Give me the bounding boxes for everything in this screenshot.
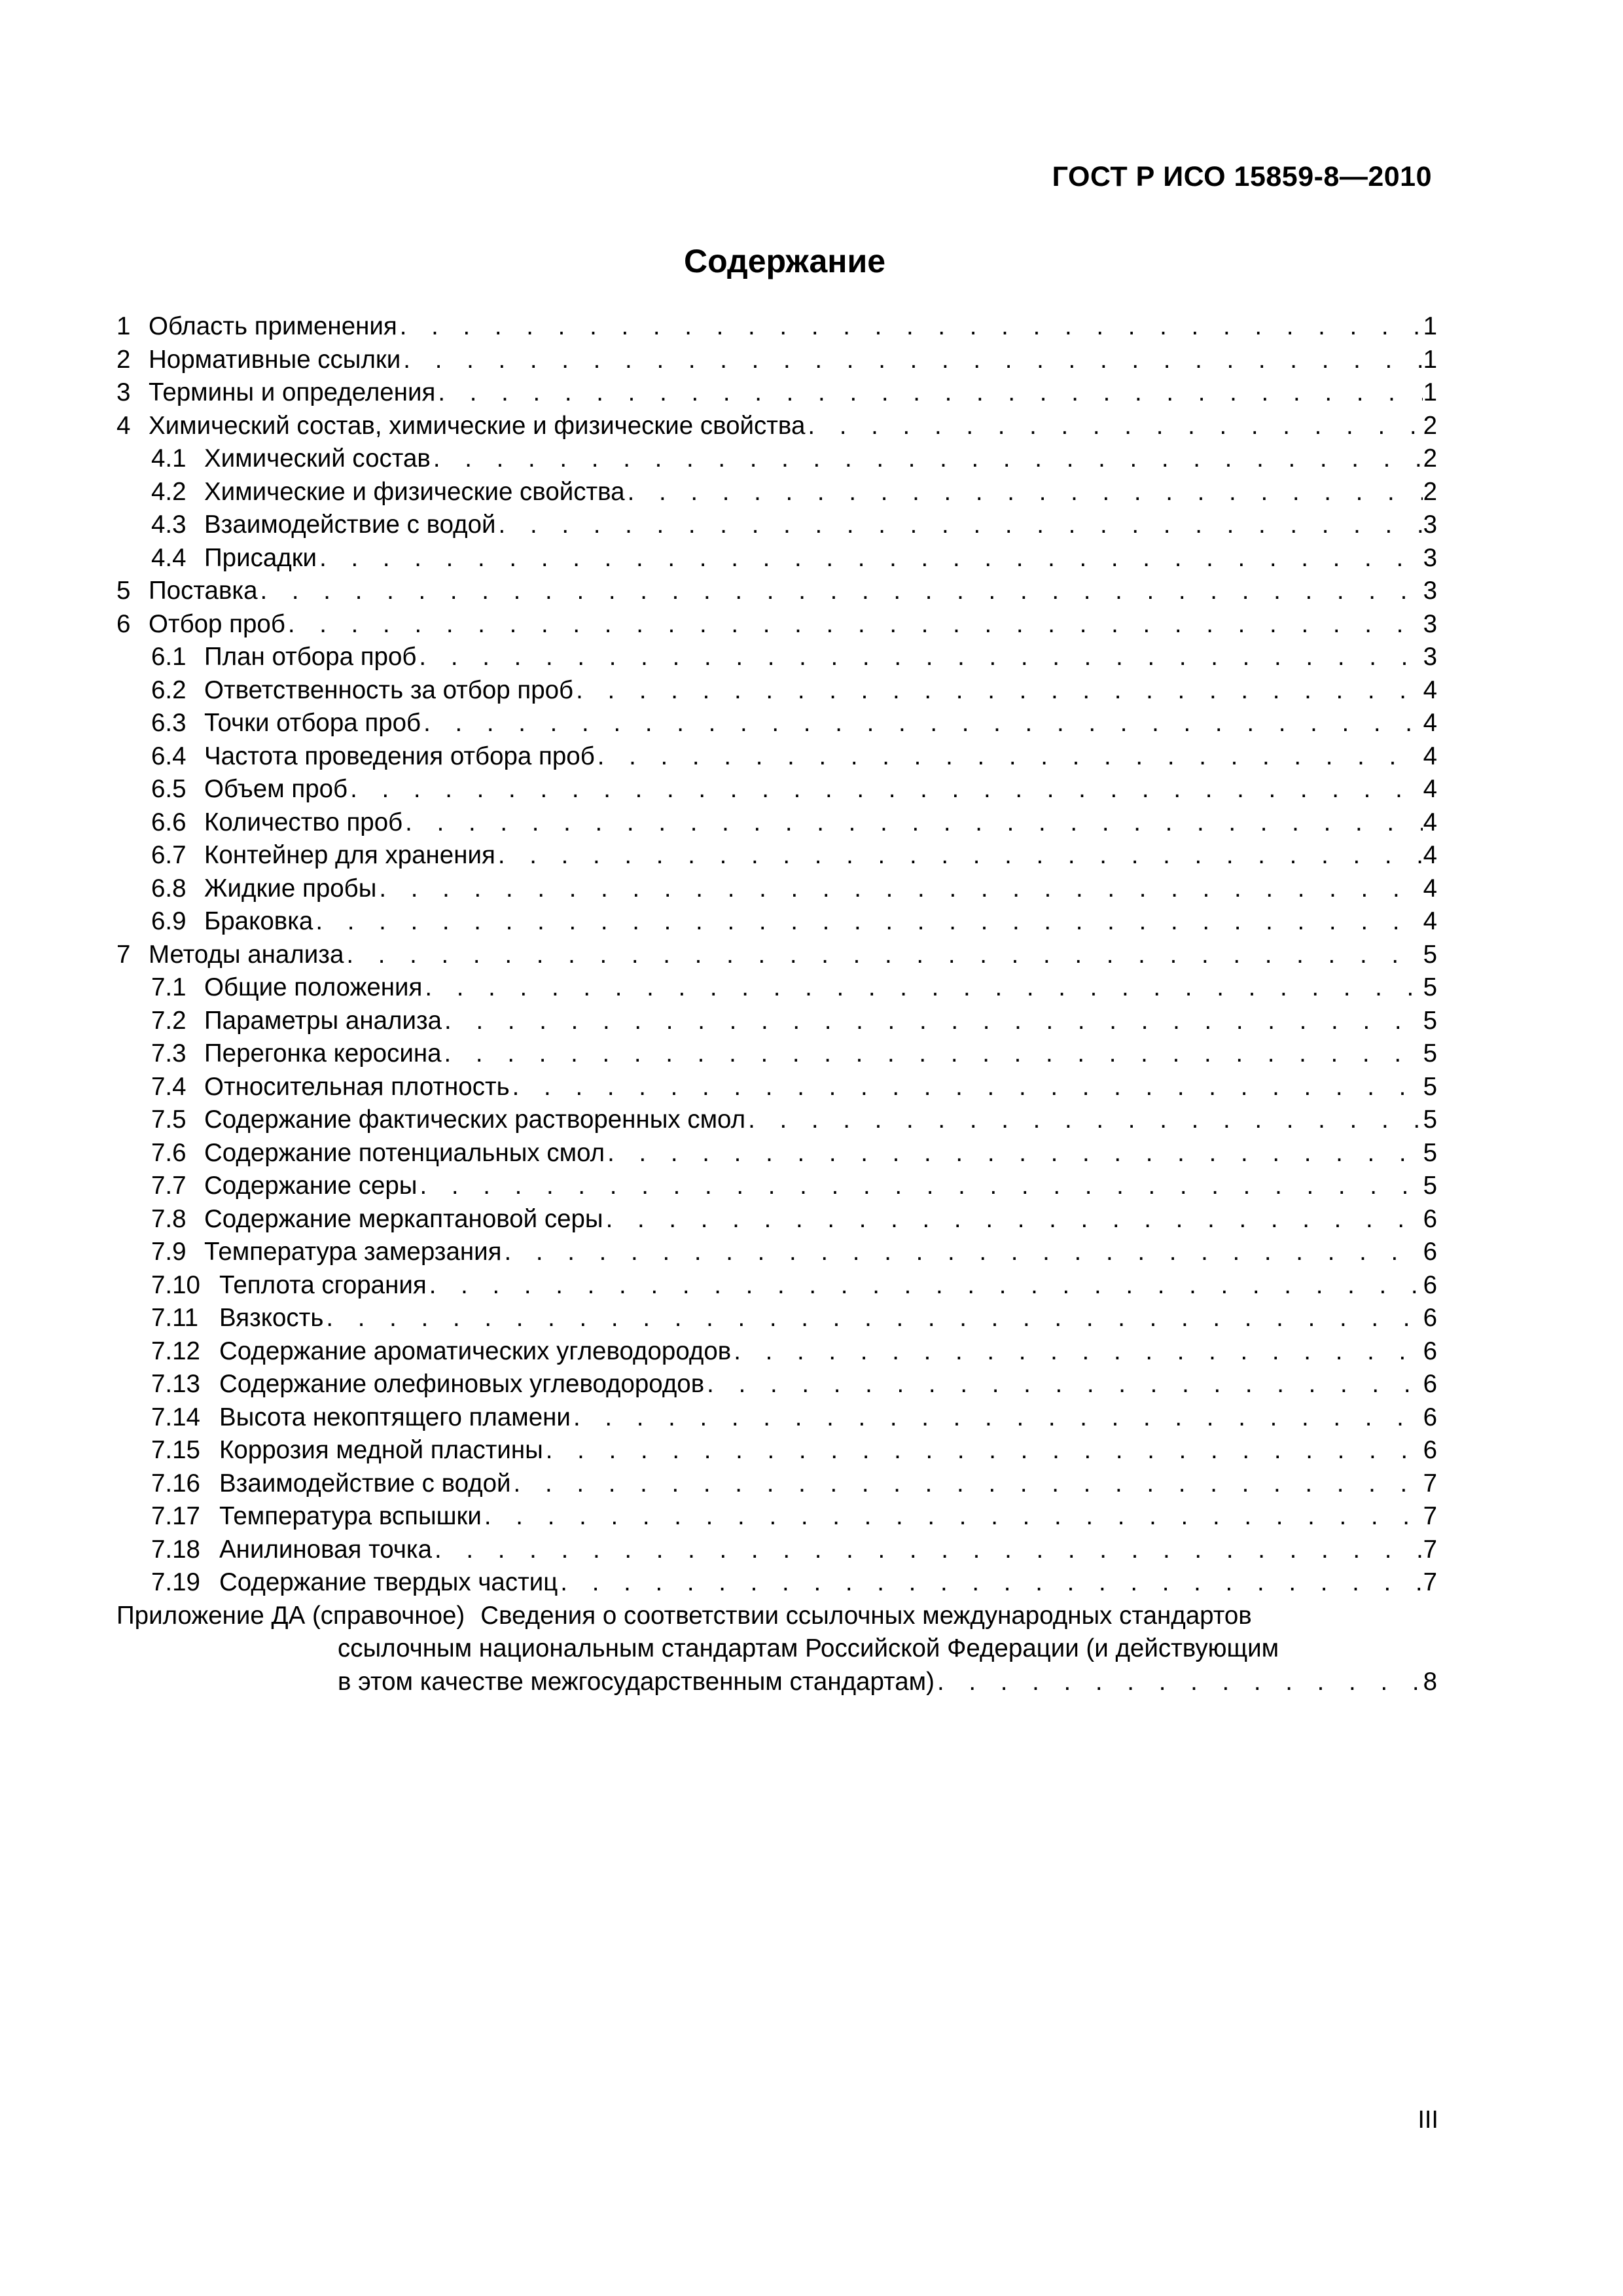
- toc-entry[interactable]: [116, 1534, 1437, 1567]
- toc-entry-page-number: 7: [1423, 1535, 1437, 1564]
- toc-entry-page-number: 5: [1423, 1105, 1437, 1134]
- toc-entry[interactable]: [116, 674, 1437, 708]
- toc-entry[interactable]: [116, 575, 1437, 608]
- toc-entry[interactable]: [116, 1071, 1437, 1104]
- toc-entry-page-number: 5: [1423, 1172, 1437, 1200]
- toc-leader-dots: [805, 410, 1423, 443]
- toc-entry[interactable]: [116, 608, 1437, 641]
- toc-entry-number: 4.3: [151, 511, 187, 539]
- toc-entry-label: Высота некоптящего пламени: [219, 1403, 571, 1431]
- toc-entry-number: 7.8: [151, 1204, 187, 1233]
- toc-entry[interactable]: [116, 806, 1437, 840]
- toc-leader-dots: [571, 1401, 1423, 1435]
- toc-entry-label: Взаимодействие с водой: [204, 511, 496, 539]
- toc-entry-label: Жидкие пробы: [204, 874, 377, 903]
- toc-entry-page-number: 5: [1423, 1072, 1437, 1101]
- toc-entry-number: 7.9: [151, 1238, 187, 1266]
- toc-entry-page-number: 6: [1423, 1304, 1437, 1332]
- toc-entry-number: 1: [116, 312, 131, 340]
- toc-leader-dots: [625, 476, 1423, 509]
- toc-entry-number: 7.2: [151, 1006, 187, 1035]
- toc-leader-dots: [432, 1534, 1423, 1567]
- toc-entry-number: 7.11: [151, 1304, 199, 1332]
- toc-entry[interactable]: [116, 476, 1437, 509]
- toc-entry-label: Взаимодействие с водой: [219, 1469, 511, 1498]
- toc-entry-page-number: 3: [1423, 609, 1437, 638]
- toc-leader-dots: [558, 1566, 1423, 1600]
- toc-entry-label: Содержание твердых частиц: [219, 1568, 558, 1596]
- toc-leader-dots: [397, 310, 1423, 344]
- toc-entry[interactable]: [116, 1401, 1437, 1435]
- toc-entry-number: 4.4: [151, 543, 187, 572]
- toc-entry-label: Температура замерзания: [204, 1238, 502, 1266]
- toc-leader-dots: [495, 839, 1423, 872]
- toc-entry[interactable]: [116, 1467, 1437, 1501]
- toc-entry[interactable]: [116, 1500, 1437, 1534]
- toc-entry-label: Объем проб: [204, 775, 348, 803]
- toc-leader-dots: [442, 1005, 1423, 1038]
- toc-entry-page-number: 4: [1423, 841, 1437, 869]
- toc-entry[interactable]: [116, 773, 1437, 806]
- toc-leader-dots: [731, 1335, 1423, 1369]
- toc-entry-number: 6.3: [151, 709, 187, 737]
- toc-entry-number: 6.9: [151, 907, 187, 935]
- toc-leader-dots: [422, 971, 1423, 1005]
- toc-entry-page-number: 4: [1423, 907, 1437, 935]
- toc-entry-page-number: 4: [1423, 775, 1437, 803]
- toc-entry[interactable]: [116, 839, 1437, 872]
- appendix-page-number: 8: [1423, 1667, 1437, 1696]
- toc-entry-number: 7.16: [151, 1469, 200, 1498]
- toc-entry[interactable]: [116, 1203, 1437, 1236]
- toc-leader-dots: [605, 1137, 1423, 1170]
- toc-entry-label: Частота проведения отбора проб: [204, 742, 595, 770]
- toc-entry[interactable]: [116, 1335, 1437, 1369]
- toc-entry-number: 5: [116, 577, 131, 605]
- toc-entry-number: 6.1: [151, 643, 187, 671]
- toc-title: Содержание: [683, 243, 886, 279]
- toc-entry[interactable]: [116, 1137, 1437, 1170]
- toc-entry-number: 4.1: [151, 444, 187, 473]
- toc-leader-dots: [376, 872, 1423, 906]
- toc-entry-page-number: 6: [1423, 1336, 1437, 1365]
- toc-entry-page-number: 1: [1423, 312, 1437, 340]
- toc-entry-page-number: 3: [1423, 543, 1437, 572]
- toc-entry-number: 7.4: [151, 1072, 187, 1101]
- toc-entry-label: Поставка: [149, 577, 258, 605]
- toc-entry-number: 4: [116, 411, 131, 440]
- toc-entry[interactable]: [116, 344, 1437, 377]
- toc-leader-dots: [417, 1170, 1423, 1203]
- toc-entry-number: 7.12: [151, 1336, 200, 1365]
- toc-entry[interactable]: [116, 872, 1437, 906]
- toc-leader-dots: [496, 509, 1423, 542]
- appendix-title-line-2: ссылочным национальным стандартам Российской Федерации (и действующим: [338, 1634, 1279, 1662]
- toc-entry-label: Ответственность за отбор проб: [204, 675, 574, 704]
- toc-entry-number: 3: [116, 378, 131, 406]
- toc-entry[interactable]: [116, 1269, 1437, 1302]
- toc-entry-page-number: 3: [1423, 643, 1437, 671]
- toc-leader-dots: [482, 1500, 1423, 1534]
- toc-entry-page-number: 7: [1423, 1568, 1437, 1596]
- toc-entry-number: 7.19: [151, 1568, 200, 1596]
- toc-leader-dots: [421, 707, 1423, 740]
- toc-entry-label: Содержание фактических растворенных смол: [204, 1105, 746, 1134]
- toc-entry-label: Теплота сгорания: [219, 1270, 427, 1299]
- toc-entry-label: Присадки: [204, 543, 317, 572]
- toc-entry-number: 7.15: [151, 1436, 200, 1464]
- appendix-line-2: [116, 1632, 1437, 1666]
- toc-leader-dots: [416, 641, 1423, 674]
- toc-entry[interactable]: [116, 542, 1437, 575]
- toc-entry-number: 7: [116, 940, 131, 969]
- toc-entry[interactable]: [116, 905, 1437, 939]
- toc-leader-dots: [401, 344, 1423, 377]
- toc-entry-number: 4.2: [151, 477, 187, 506]
- toc-leader-dots: [427, 1269, 1423, 1302]
- toc-leader-dots: [603, 1203, 1423, 1236]
- toc-entry-number: 2: [116, 345, 131, 374]
- toc-entry-page-number: 3: [1423, 511, 1437, 539]
- toc-entry[interactable]: [116, 442, 1437, 476]
- toc-entry-label: Содержание серы: [204, 1172, 418, 1200]
- toc-entry-page-number: 2: [1423, 444, 1437, 473]
- toc-entry-number: 7.5: [151, 1105, 187, 1134]
- toc-entry-label: Содержание потенциальных смол: [204, 1138, 605, 1167]
- toc-entry-number: 7.18: [151, 1535, 200, 1564]
- toc-entry-number: 7.3: [151, 1039, 187, 1067]
- toc-leader-dots: [510, 1071, 1423, 1104]
- toc-entry-label: Параметры анализа: [204, 1006, 442, 1035]
- toc-entry-page-number: 5: [1423, 940, 1437, 969]
- toc-entry-label: Химический состав: [204, 444, 431, 473]
- toc-entry-number: 6.5: [151, 775, 187, 803]
- toc-entry-page-number: 5: [1423, 1138, 1437, 1167]
- toc-entry[interactable]: [116, 641, 1437, 674]
- toc-entry-label: Отбор проб: [149, 609, 285, 638]
- toc-entry[interactable]: [116, 939, 1437, 972]
- toc-leader-dots: [285, 608, 1423, 641]
- toc-entry-label: Содержание олефиновых углеводородов: [219, 1370, 705, 1398]
- toc-entry-page-number: 6: [1423, 1238, 1437, 1266]
- toc-entry-label: Вязкость: [219, 1304, 324, 1332]
- toc-entry-page-number: 7: [1423, 1502, 1437, 1530]
- toc-leader-dots: [543, 1434, 1423, 1467]
- toc-entry-number: 6: [116, 609, 131, 638]
- toc-entry-page-number: 1: [1423, 378, 1437, 406]
- appendix-label: Приложение ДА (справочное): [116, 1601, 465, 1630]
- toc-entry-label: Относительная плотность: [204, 1072, 510, 1101]
- toc-entry-number: 7.10: [151, 1270, 200, 1299]
- toc-leader-dots: [323, 1302, 1423, 1335]
- toc-entry-page-number: 5: [1423, 973, 1437, 1001]
- toc-entry-number: 6.4: [151, 742, 187, 770]
- toc-entry[interactable]: [116, 310, 1437, 344]
- toc-entry[interactable]: [116, 1005, 1437, 1038]
- toc-leader-dots: [935, 1666, 1423, 1699]
- appendix-line-3: [116, 1666, 1437, 1699]
- toc-entry[interactable]: [116, 509, 1437, 542]
- page-number: III: [1418, 2106, 1438, 2134]
- toc-entry-page-number: 6: [1423, 1270, 1437, 1299]
- toc-entry[interactable]: [116, 1170, 1437, 1203]
- toc-entry-number: 7.17: [151, 1502, 200, 1530]
- toc-entry-page-number: 6: [1423, 1436, 1437, 1464]
- toc-entry-label: Область применения: [149, 312, 397, 340]
- toc-entry-number: 7.14: [151, 1403, 200, 1431]
- toc-entry-label: Анилиновая точка: [219, 1535, 432, 1564]
- toc-entry-label: Количество проб: [204, 808, 403, 836]
- toc-entry-number: 6.8: [151, 874, 187, 903]
- toc-entry[interactable]: [116, 1037, 1437, 1071]
- toc-leader-dots: [317, 542, 1423, 575]
- toc-entry-label: Методы анализа: [149, 940, 344, 969]
- toc-appendix-entry[interactable]: [116, 1600, 1437, 1699]
- document-code: ГОСТ Р ИСО 15859-8—2010: [1052, 161, 1432, 192]
- toc-entry-page-number: 4: [1423, 675, 1437, 704]
- toc-entry[interactable]: [116, 1302, 1437, 1335]
- table-of-contents: [116, 310, 1437, 1698]
- toc-entry[interactable]: [116, 376, 1437, 410]
- toc-leader-dots: [313, 905, 1423, 939]
- toc-entry-page-number: 3: [1423, 577, 1437, 605]
- toc-entry-label: Температура вспышки: [219, 1502, 482, 1530]
- toc-entry-number: 6.2: [151, 675, 187, 704]
- toc-leader-dots: [348, 773, 1423, 806]
- toc-leader-dots: [258, 575, 1423, 608]
- toc-entry-number: 6.6: [151, 808, 187, 836]
- toc-entry-label: Перегонка керосина: [204, 1039, 442, 1067]
- toc-entry-label: План отбора проб: [204, 643, 417, 671]
- toc-leader-dots: [595, 740, 1423, 774]
- toc-entry-label: Содержание меркаптановой серы: [204, 1204, 603, 1233]
- toc-entry-page-number: 4: [1423, 808, 1437, 836]
- toc-leader-dots: [573, 674, 1423, 708]
- toc-entry-page-number: 6: [1423, 1204, 1437, 1233]
- toc-entry-label: Химический состав, химические и физические свойства: [149, 411, 806, 440]
- toc-entry[interactable]: [116, 1434, 1437, 1467]
- toc-entry-label: Коррозия медной пластины: [219, 1436, 543, 1464]
- toc-entry-number: 7.6: [151, 1138, 187, 1167]
- toc-entry-page-number: 4: [1423, 709, 1437, 737]
- toc-entry-page-number: 2: [1423, 411, 1437, 440]
- toc-entry-number: 7.13: [151, 1370, 200, 1398]
- toc-entry-label: Нормативные ссылки: [149, 345, 401, 374]
- toc-entry-number: 7.1: [151, 973, 187, 1001]
- toc-leader-dots: [435, 376, 1423, 410]
- toc-entry[interactable]: [116, 1368, 1437, 1401]
- toc-entry-label: Термины и определения: [149, 378, 436, 406]
- toc-entry[interactable]: [116, 410, 1437, 443]
- toc-entry-page-number: 2: [1423, 477, 1437, 506]
- toc-entry-label: Содержание ароматических углеводородов: [219, 1336, 732, 1365]
- toc-entry-label: Точки отбора проб: [204, 709, 421, 737]
- toc-entry[interactable]: [116, 971, 1437, 1005]
- toc-entry-number: 7.7: [151, 1172, 187, 1200]
- toc-entry-page-number: 5: [1423, 1006, 1437, 1035]
- toc-leader-dots: [442, 1037, 1423, 1071]
- toc-leader-dots: [402, 806, 1423, 840]
- toc-entry-page-number: 4: [1423, 874, 1437, 903]
- toc-entry[interactable]: [116, 1566, 1437, 1600]
- toc-leader-dots: [431, 442, 1423, 476]
- appendix-title-line-1: Сведения о соответствии ссылочных международных стандартов: [480, 1601, 1252, 1630]
- toc-leader-dots: [344, 939, 1423, 972]
- toc-entry-page-number: 6: [1423, 1370, 1437, 1398]
- appendix-title-line-3: в этом качестве межгосударственным стандартам): [338, 1667, 935, 1696]
- toc-entry[interactable]: [116, 707, 1437, 740]
- toc-entry-page-number: 7: [1423, 1469, 1437, 1498]
- toc-entry-label: Браковка: [204, 907, 313, 935]
- toc-entry-label: Контейнер для хранения: [204, 841, 495, 869]
- toc-leader-dots: [704, 1368, 1423, 1401]
- toc-entry-number: 6.7: [151, 841, 187, 869]
- toc-entry[interactable]: [116, 1236, 1437, 1269]
- toc-leader-dots: [501, 1236, 1423, 1269]
- toc-entry-page-number: 1: [1423, 345, 1437, 374]
- appendix-line-1: [116, 1600, 1437, 1633]
- toc-leader-dots: [745, 1103, 1423, 1137]
- toc-entry-label: Общие положения: [204, 973, 423, 1001]
- toc-entry-page-number: 5: [1423, 1039, 1437, 1067]
- toc-entry-page-number: 4: [1423, 742, 1437, 770]
- toc-entry[interactable]: [116, 1103, 1437, 1137]
- toc-entries: [116, 310, 1437, 1600]
- toc-entry[interactable]: [116, 740, 1437, 774]
- toc-entry-label: Химические и физические свойства: [204, 477, 625, 506]
- toc-entry-page-number: 6: [1423, 1403, 1437, 1431]
- toc-leader-dots: [511, 1467, 1423, 1501]
